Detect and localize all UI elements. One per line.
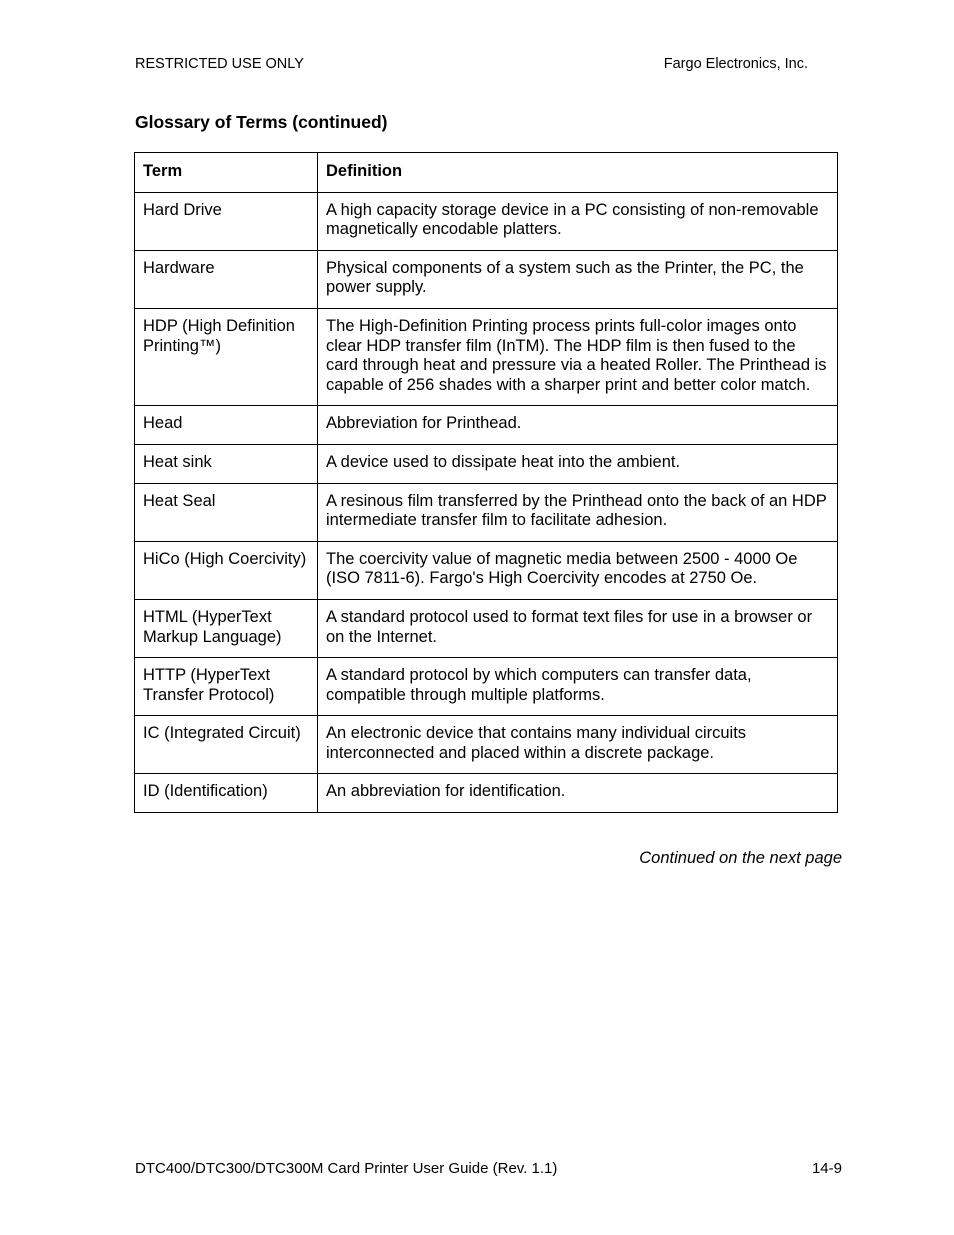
definition-cell: The coercivity value of magnetic media between 2500 - 4000 Oe (ISO 7811-6). Fargo's High Coercivity encodes at 2750 Oe. bbox=[318, 541, 838, 599]
table-row bbox=[135, 774, 838, 813]
table-header-row bbox=[135, 153, 838, 193]
term-cell: Hardware bbox=[135, 250, 318, 308]
page-number: 14-9 bbox=[811, 1160, 842, 1177]
table-row bbox=[135, 483, 838, 541]
column-header-term: Term bbox=[135, 153, 318, 193]
table-row bbox=[135, 658, 838, 716]
term-cell: HDP (High Definition Printing™) bbox=[135, 308, 318, 405]
definition-cell: Physical components of a system such as the Printer, the PC, the power supply. bbox=[318, 250, 838, 308]
table-row bbox=[135, 406, 838, 445]
header-right-text: Fargo Electronics, Inc. bbox=[663, 56, 808, 72]
term-cell: ID (Identification) bbox=[135, 774, 318, 813]
term-cell: Heat sink bbox=[135, 444, 318, 483]
table-row bbox=[135, 716, 838, 774]
footer-left-text: DTC400/DTC300/DTC300M Card Printer User Guide (Rev. 1.1) bbox=[135, 1160, 558, 1177]
header-left-text: RESTRICTED USE ONLY bbox=[135, 56, 304, 72]
definition-cell: The High-Definition Printing process prints full-color images onto clear HDP transfer film (InTM). The HDP film is then fused to the card through heat and pressure via a heated Roller. The Printhead is capable of 256 shades with a sharper print and better color match. bbox=[318, 308, 838, 405]
term-cell: Hard Drive bbox=[135, 192, 318, 250]
table-row bbox=[135, 192, 838, 250]
column-header-definition: Definition bbox=[318, 153, 838, 193]
term-cell: HTML (HyperText Markup Language) bbox=[135, 599, 318, 657]
table-row bbox=[135, 308, 838, 405]
table-row bbox=[135, 250, 838, 308]
definition-cell: A device used to dissipate heat into the ambient. bbox=[318, 444, 838, 483]
definition-cell: A high capacity storage device in a PC consisting of non-removable magnetically encodable platters. bbox=[318, 192, 838, 250]
definition-cell: An abbreviation for identification. bbox=[318, 774, 838, 813]
term-cell: HiCo (High Coercivity) bbox=[135, 541, 318, 599]
table-row bbox=[135, 444, 838, 483]
definition-cell: A standard protocol used to format text files for use in a browser or on the Internet. bbox=[318, 599, 838, 657]
definition-cell: A standard protocol by which computers can transfer data, compatible through multiple platforms. bbox=[318, 658, 838, 716]
term-cell: Heat Seal bbox=[135, 483, 318, 541]
term-cell: IC (Integrated Circuit) bbox=[135, 716, 318, 774]
table-row bbox=[135, 599, 838, 657]
definition-cell: Abbreviation for Printhead. bbox=[318, 406, 838, 445]
definition-cell: A resinous film transferred by the Printhead onto the back of an HDP intermediate transfer film to facilitate adhesion. bbox=[318, 483, 838, 541]
glossary-table bbox=[134, 152, 838, 813]
continued-note: Continued on the next page bbox=[639, 849, 842, 867]
term-cell: HTTP (HyperText Transfer Protocol) bbox=[135, 658, 318, 716]
table-row bbox=[135, 541, 838, 599]
definition-cell: An electronic device that contains many individual circuits interconnected and placed within a discrete package. bbox=[318, 716, 838, 774]
term-cell: Head bbox=[135, 406, 318, 445]
page-title: Glossary of Terms (continued) bbox=[135, 112, 388, 132]
